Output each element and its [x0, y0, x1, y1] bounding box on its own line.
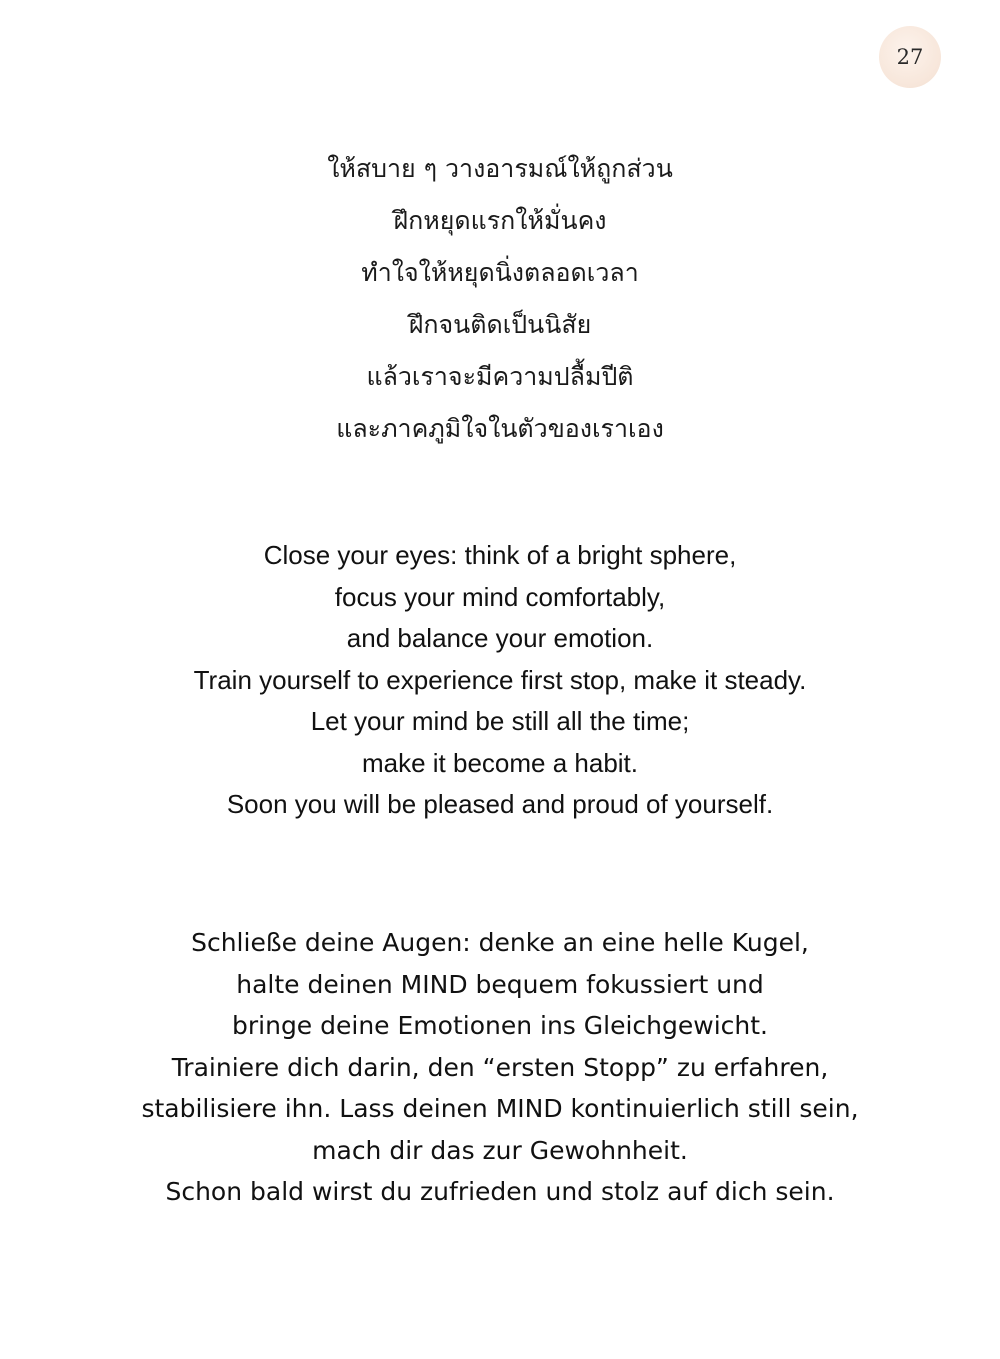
thai-verse — [0, 143, 1000, 455]
thai-line: ทำใจให้หยุดนิ่งตลอดเวลา — [361, 258, 639, 287]
english-line: Train yourself to experience first stop, make it steady. — [193, 664, 807, 695]
english-line: Close your eyes: think of a bright sphere, — [263, 540, 737, 570]
english-line: and balance your emotion. — [346, 623, 654, 653]
english-verse — [0, 535, 1000, 826]
english-line: Soon you will be pleased and proud of yourself. — [226, 789, 774, 819]
english-line: Let your mind be still all the time; — [310, 706, 690, 736]
thai-line: และภาคภูมิใจในตัวของเราเอง — [336, 414, 664, 443]
page-number-badge — [879, 26, 941, 88]
thai-line: ฝึกหยุดแรกให้มั่นคง — [393, 206, 607, 235]
thai-line: ฝึกจนติดเป็นนิสัย — [408, 310, 592, 339]
german-line: bringe deine Emotionen ins Gleichgewicht. — [232, 1011, 768, 1040]
german-line: Schon bald wirst du zufrieden und stolz auf dich sein. — [165, 1177, 835, 1206]
german-line: mach dir das zur Gewohnheit. — [312, 1135, 688, 1165]
german-verse — [0, 922, 1000, 1213]
english-line: focus your mind comfortably, — [334, 581, 666, 612]
german-line: stabilisiere ihn. Lass deinen MIND kontinuierlich still sein, — [141, 1094, 859, 1123]
page-number: 27 — [896, 45, 924, 69]
thai-line: แล้วเราจะมีความปลื้มปีติ — [366, 362, 634, 391]
english-line: make it become a habit. — [361, 747, 639, 778]
german-line: Schließe deine Augen: denke an eine helle Kugel, — [191, 928, 809, 957]
thai-line: ให้สบาย ๆ วางอารมณ์ให้ถูกส่วน — [327, 154, 673, 183]
german-line: halte deinen MIND bequem fokussiert und — [236, 969, 764, 999]
german-line: Trainiere dich darin, den “ersten Stopp” zu erfahren, — [171, 1052, 829, 1082]
